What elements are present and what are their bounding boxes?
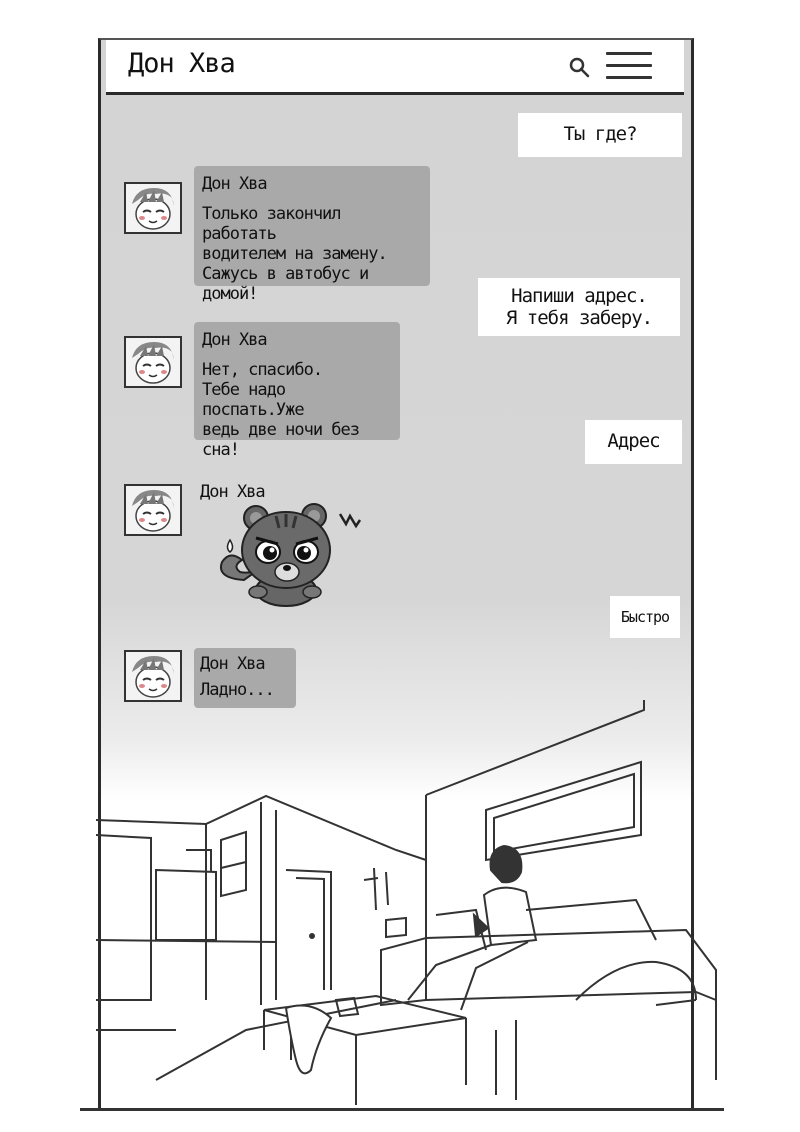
chat-title: Дон Хва — [128, 48, 235, 79]
message-line: ведь две ночи без сна! — [202, 420, 359, 460]
sender-name: Дон Хва — [202, 174, 267, 194]
chat-header — [106, 40, 684, 95]
menu-icon[interactable] — [606, 52, 652, 82]
incoming-message — [194, 648, 296, 708]
sender-name: Дон Хва — [202, 330, 267, 350]
message-line: Нет, спасибо. — [202, 360, 323, 380]
search-icon[interactable] — [566, 54, 592, 80]
sender-name: Дон Хва — [200, 482, 265, 502]
message-line: Напиши адрес. — [511, 285, 647, 307]
avatar-face-icon — [126, 486, 180, 534]
outgoing-message — [518, 113, 682, 157]
message-line: Тебе надо поспать.Уже — [202, 380, 304, 420]
outgoing-message — [478, 278, 680, 336]
room-illustration — [96, 700, 726, 1110]
incoming-message — [194, 166, 430, 304]
avatar-face-icon — [126, 338, 180, 386]
sender-name: Дон Хва — [200, 654, 265, 674]
avatar-face-icon — [126, 184, 180, 232]
message-line: Ладно... — [200, 680, 274, 700]
message-text: Адрес — [607, 430, 660, 452]
message-line: Я тебя заберу. — [505, 307, 653, 329]
incoming-message — [194, 322, 400, 460]
message-text: Ты где? — [563, 123, 637, 145]
avatar[interactable] — [124, 650, 182, 702]
avatar[interactable] — [124, 182, 182, 234]
panel-border-bottom — [80, 1108, 724, 1111]
message-line: Только закончил работать — [202, 204, 341, 244]
avatar[interactable] — [124, 484, 182, 536]
avatar[interactable] — [124, 336, 182, 388]
outgoing-message — [585, 420, 682, 464]
outgoing-message — [610, 596, 680, 638]
message-line: водителем на замену. — [202, 244, 387, 264]
annoyed-raccoon-sticker — [214, 500, 374, 612]
message-text: Быстро — [620, 608, 670, 626]
avatar-face-icon — [126, 652, 180, 700]
message-line: Сажусь в автобус и домой! — [202, 264, 369, 304]
